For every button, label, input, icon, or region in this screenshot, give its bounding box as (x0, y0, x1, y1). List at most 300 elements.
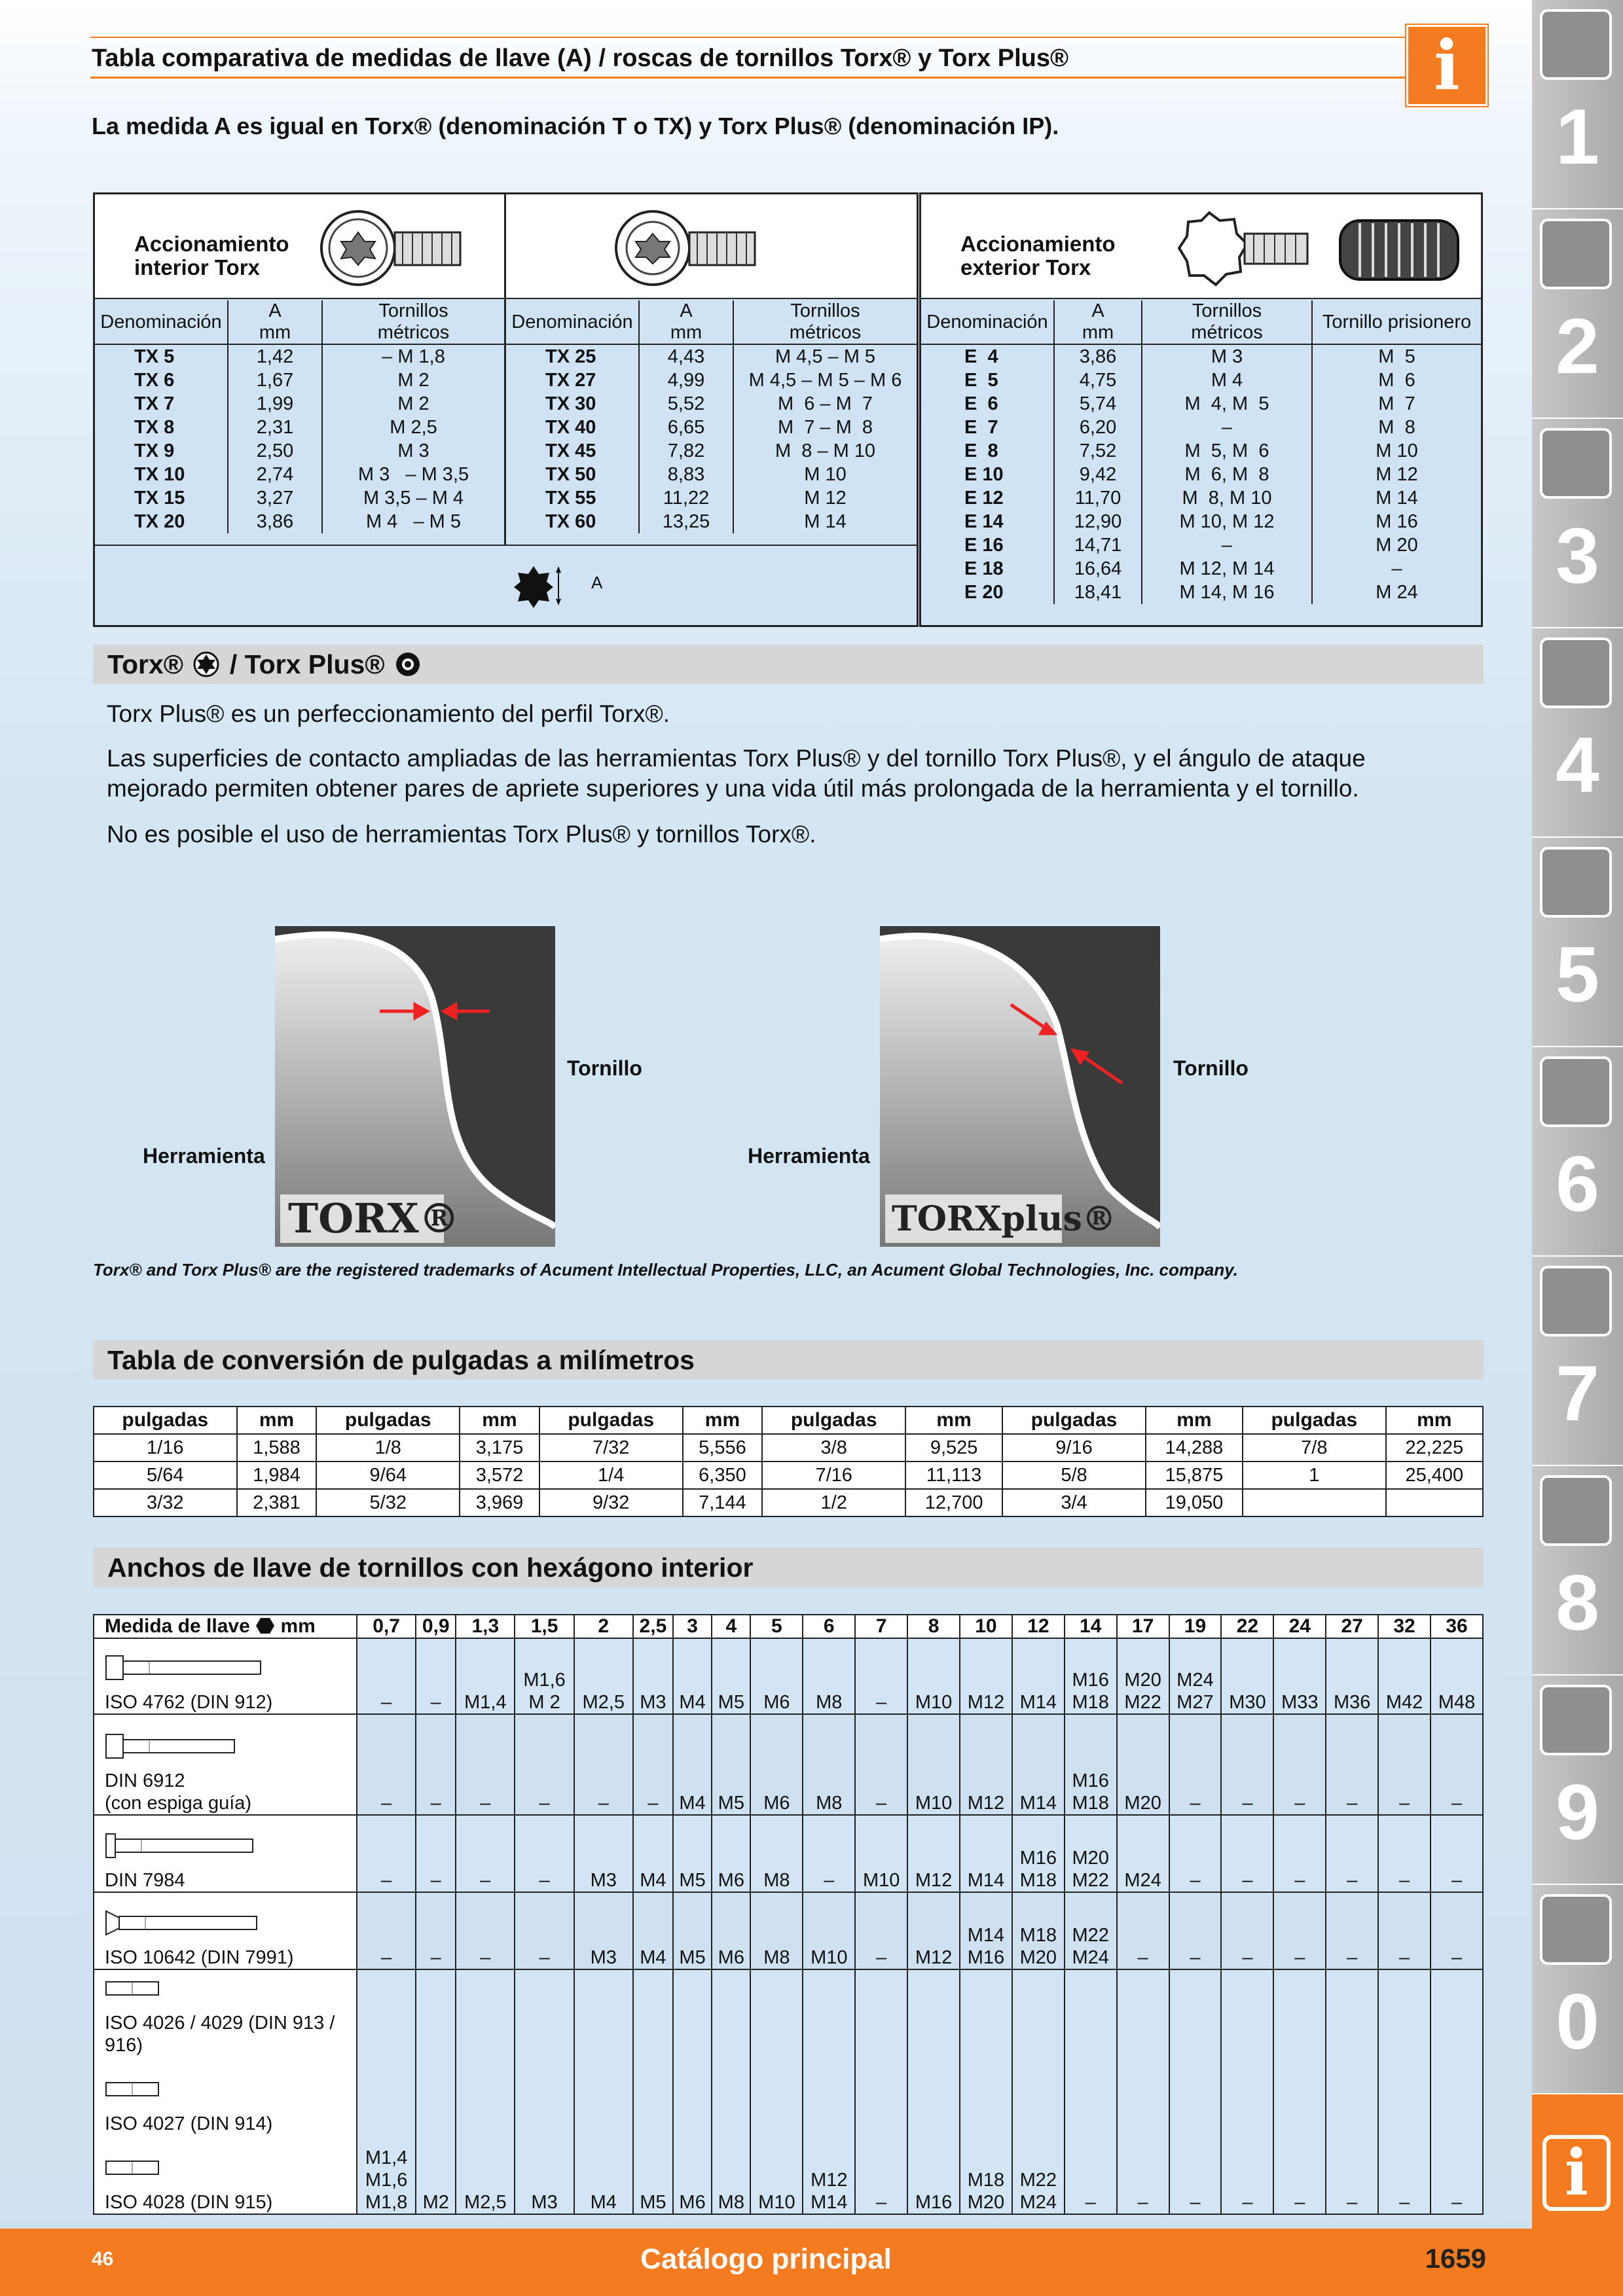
table-row (921, 463, 1481, 486)
wrench-icon (1540, 1056, 1612, 1127)
thread-cell: M5 (673, 1815, 712, 1892)
torx-paragraph-2a: Las superficies de contacto ampliadas de las herramientas Torx Plus® y del tornillo Torx Plus®, y el ángulo de ataque (107, 745, 1366, 772)
thread-cell: M36 (1326, 1638, 1378, 1714)
table-row (95, 510, 504, 533)
thread-cell: M3 (633, 1638, 673, 1714)
torx-paragraph-1: Torx Plus® es un perfeccionamiento del perfil Torx®. (107, 700, 670, 727)
conversion-cell: 1/4 (539, 1462, 683, 1489)
thread-cell: M10 (907, 1714, 960, 1815)
screw-type-cell (94, 1892, 357, 1969)
conversion-cell: 9/16 (1002, 1434, 1146, 1462)
screw-name-c: ISO 4028 (DIN 915) (105, 2192, 273, 2213)
thread-cell: – (803, 1815, 855, 1892)
thread-cell: – (1169, 1892, 1222, 1969)
interior-cell: M 2 (397, 393, 429, 414)
table-row (94, 1714, 1483, 1815)
interior-cell: M 4,5 – M 5 – M 6 (748, 370, 902, 391)
interior-cell: M 4,5 – M 5 (775, 346, 876, 367)
hex-size-header: 24 (1273, 1615, 1326, 1638)
table-row (94, 1434, 1483, 1462)
interior-cell: 2,74 (228, 463, 322, 486)
hex-size-header: 0,9 (416, 1615, 456, 1638)
thread-cell: – (574, 1714, 633, 1815)
interior-cell: – M 1,8 (382, 346, 445, 367)
thread-cell: M5 (712, 1714, 750, 1815)
thread-cell: M10 (907, 1638, 960, 1714)
table-row (94, 1638, 1483, 1714)
conversion-header-cell: mm (237, 1407, 317, 1434)
interior-cell: TX 55 (506, 486, 639, 510)
torx-profile-icon (193, 651, 219, 677)
saw-disc-icon (1540, 847, 1612, 918)
interior-cell: TX 7 (95, 392, 228, 416)
interior-cell: 13,25 (639, 510, 733, 533)
thread-cell: M6 (712, 1892, 750, 1969)
interior-cell: M 10 (804, 464, 847, 485)
thread-cell: M4 (633, 1892, 673, 1969)
thread-cell: – (1431, 1815, 1483, 1892)
conversion-header-cell: pulgadas (316, 1407, 460, 1434)
exterior-cell: M 5 (1378, 346, 1415, 367)
table-row (506, 416, 917, 439)
table-row (506, 486, 917, 510)
conversion-cell: 3/4 (1002, 1489, 1146, 1516)
thread-cell: M20 (1117, 1714, 1169, 1815)
conversion-header-cell: mm (1146, 1407, 1243, 1434)
exterior-cell: E 18 (921, 557, 1054, 581)
sidebar-tab-number: 8 (1556, 1559, 1599, 1647)
table-row (921, 557, 1481, 581)
thread-cell: – (1326, 1815, 1378, 1892)
thread-cell: M12 (907, 1892, 960, 1969)
table-row (921, 344, 1481, 368)
thread-cell: M1,4 (456, 1638, 515, 1714)
torx-heading-a: Torx® (107, 649, 184, 679)
thread-cell: M2 (416, 1969, 456, 2214)
sidebar-tab-number: 1 (1556, 93, 1599, 181)
thread-cell: M6 (750, 1714, 803, 1815)
exterior-cell: 18,41 (1054, 581, 1142, 604)
exterior-label-1: Accionamiento (960, 232, 1116, 256)
interior-cell: TX 27 (506, 368, 639, 392)
exterior-cell: 11,70 (1054, 486, 1142, 510)
exterior-cell: – (1142, 533, 1312, 557)
thread-cell: – (456, 1714, 515, 1815)
thread-cell: – (1273, 1714, 1326, 1815)
table-row (921, 368, 1481, 392)
table-row (95, 344, 504, 368)
torx-plus-logo: TORXplus® (892, 1199, 1116, 1239)
sidebar-tab-6[interactable] (1532, 1047, 1623, 1259)
sidebar-info-tab[interactable] (1532, 2094, 1623, 2296)
thread-cell: – (456, 1815, 515, 1892)
herramienta-label-1: Herramienta (143, 1144, 265, 1168)
thread-cell: – (1326, 1969, 1378, 2214)
thread-cell: M16 (907, 1969, 960, 2214)
conversion-cell: 15,875 (1146, 1462, 1243, 1489)
thread-cell: M6 (750, 1638, 803, 1714)
col-a-header: A mm (228, 300, 322, 344)
thread-cell: – (1169, 1969, 1222, 2214)
exterior-cell: E 5 (921, 368, 1054, 392)
thread-cell: M8 (750, 1815, 803, 1892)
conversion-cell: 3,175 (460, 1434, 539, 1462)
thread-cell: M3 (574, 1892, 633, 1969)
exterior-cell: 7,52 (1054, 439, 1142, 463)
interior-cell: M 6 – M 7 (777, 393, 873, 414)
thread-cell: M4 (673, 1638, 712, 1714)
hex-size-header: 14 (1065, 1615, 1117, 1638)
ext-col-den-header: Denominación (921, 300, 1054, 344)
conversion-cell: 3,969 (460, 1489, 539, 1516)
hex-size-header: 8 (907, 1615, 960, 1638)
col-den-header-2: Denominación (506, 300, 639, 344)
interior-right-table (506, 300, 917, 533)
trademark-note: Torx® and Torx Plus® are the registered trademarks of Acument Intellectual Properties, LLC, an Acument Global Technologies, Inc. company. (93, 1260, 1238, 1280)
screw-type-cell (94, 1638, 357, 1714)
tornillo-label-1: Tornillo (567, 1056, 642, 1080)
table-row (94, 1407, 1483, 1434)
exterior-cell: E 20 (921, 581, 1054, 604)
table-row (921, 510, 1481, 533)
sidebar-tab-4[interactable] (1532, 628, 1623, 840)
thread-cell: – (1169, 1714, 1222, 1815)
thread-cell: – (1378, 1892, 1431, 1969)
herramienta-label-2: Herramienta (748, 1144, 870, 1168)
interior-cell: 6,65 (639, 416, 733, 439)
torx-heading-sep: / Torx Plus® (229, 649, 385, 679)
thread-cell: M22 M24 (1012, 1969, 1065, 2214)
interior-cell: M 7 – M 8 (777, 417, 873, 438)
table-row (95, 463, 504, 486)
thread-cell: M6 (712, 1815, 750, 1892)
hex-header-text: Medida de llave (105, 1615, 250, 1637)
hex-heading: Anchos de llave de tornillos con hexágono interior (93, 1548, 1484, 1587)
screw-drawing-icon (105, 1653, 275, 1683)
exterior-cell: M 12, M 14 (1142, 557, 1312, 581)
exterior-cell: M 16 (1376, 511, 1418, 532)
exterior-cell: M 5, M 6 (1142, 439, 1312, 463)
ext-col-p-header: Tornillo prisionero (1312, 300, 1481, 344)
interior-cell: M 4 – M 5 (365, 511, 462, 532)
screw-name: DIN 6912 (105, 1770, 185, 1791)
thread-cell: – (1273, 1969, 1326, 2214)
ext-col-t-header: Tornillos métricos (1142, 300, 1312, 344)
thread-cell: – (357, 1892, 416, 1969)
dimension-a-label: A (591, 573, 603, 592)
conversion-header-cell: pulgadas (1243, 1407, 1386, 1434)
sidebar-tab-number: 2 (1556, 302, 1599, 390)
thread-cell: – (855, 1638, 907, 1714)
hex-size-header: 6 (803, 1615, 855, 1638)
interior-cell: M 2 (397, 370, 429, 391)
col-t-header: Tornillos métricos (322, 300, 504, 344)
sidebar-tab-5[interactable] (1532, 838, 1623, 1050)
sidebar-tab-2[interactable] (1532, 209, 1623, 422)
thread-cell: M16 M18 (1065, 1714, 1117, 1815)
table-row (506, 439, 917, 463)
exterior-cell: M 14 (1376, 488, 1418, 509)
table-row (95, 439, 504, 463)
interior-cell: TX 30 (506, 392, 639, 416)
thread-cell: M6 (673, 1969, 712, 2214)
interior-cell: TX 15 (95, 486, 228, 510)
interior-cell: 4,43 (639, 344, 733, 368)
conversion-cell: 7/32 (539, 1434, 683, 1462)
interior-cell: TX 45 (506, 439, 639, 463)
conversion-cell: 19,050 (1146, 1489, 1243, 1516)
thread-cell: M14 (960, 1815, 1012, 1892)
hex-header-unit: mm (280, 1615, 316, 1637)
screw-name: ISO 10642 (DIN 7991) (105, 1947, 294, 1968)
hex-size-header: 36 (1431, 1615, 1483, 1638)
table-row (94, 1462, 1483, 1489)
interior-cell: M 14 (804, 511, 847, 532)
insert-icon (1540, 219, 1612, 289)
exterior-cell: M 12 (1376, 464, 1418, 485)
thread-cell: M33 (1273, 1638, 1326, 1714)
sidebar-tab-8[interactable] (1532, 1466, 1623, 1678)
interior-cell: TX 40 (506, 416, 639, 439)
sidebar-tab-number: 9 (1556, 1768, 1599, 1856)
interior-cell: TX 25 (506, 344, 639, 368)
thread-cell: – (416, 1638, 456, 1714)
thread-cell: – (1117, 1892, 1169, 1969)
thread-cell: – (1378, 1714, 1431, 1815)
hex-size-header: 1,3 (456, 1615, 515, 1638)
hex-size-header: 2,5 (633, 1615, 673, 1638)
thread-cell: M3 (515, 1969, 574, 2214)
thread-cell: M5 (633, 1969, 673, 2214)
sidebar-tab-number: 6 (1556, 1140, 1599, 1228)
thread-cell: M12 (960, 1714, 1012, 1815)
thread-cell: M14 (1012, 1638, 1065, 1714)
table-row (506, 510, 917, 533)
interior-cell: TX 5 (95, 344, 228, 368)
footer-page-left: 46 (92, 2248, 114, 2270)
conversion-cell: 1/2 (762, 1489, 905, 1516)
thread-cell: M8 (803, 1714, 855, 1815)
thread-cell: – (357, 1638, 416, 1714)
exterior-cell: E 16 (921, 533, 1054, 557)
conversion-cell (1386, 1489, 1483, 1516)
thread-cell: M30 (1221, 1638, 1273, 1714)
thread-cell: – (855, 1714, 907, 1815)
torx-paragraph-2b: mejorado permiten obtener pares de apriete superiores y una vida útil más prolongada de la herramienta y el tornillo. (107, 775, 1359, 802)
sidebar-tab-number: 5 (1556, 931, 1599, 1018)
exterior-cell: M 6 (1378, 370, 1415, 391)
table-row (94, 1892, 1483, 1969)
exterior-cell: 4,75 (1054, 368, 1142, 392)
sidebar-tab-number: 3 (1556, 512, 1599, 600)
exterior-cell: 6,20 (1054, 416, 1142, 439)
subtitle: La medida A es igual en Torx® (denominación T o TX) y Torx Plus® (denominación IP). (92, 113, 1059, 139)
conversion-cell (1243, 1489, 1386, 1516)
interior-cell: 8,83 (639, 463, 733, 486)
conversion-heading: Tabla de conversión de pulgadas a milímetros (93, 1340, 1484, 1380)
exterior-cell: – (1391, 558, 1402, 579)
table-row (921, 533, 1481, 557)
screw-name-b: ISO 4027 (DIN 914) (105, 2113, 273, 2134)
torx-paragraph-3: No es posible el uso de herramientas Torx Plus® y tornillos Torx®. (107, 821, 816, 848)
interior-cell: 2,50 (228, 439, 322, 463)
exterior-cell: M 10, M 12 (1142, 510, 1312, 533)
hex-key-table (93, 1614, 1484, 2215)
thread-cell: M2,5 (456, 1969, 515, 2214)
col-den-header: Denominación (95, 300, 228, 344)
thread-cell: M14 M16 (960, 1892, 1012, 1969)
table-row (921, 392, 1481, 416)
hex-size-header: 10 (960, 1615, 1012, 1638)
thread-cell: – (1378, 1969, 1431, 2214)
interior-cell: TX 10 (95, 463, 228, 486)
hex-size-header: 2 (574, 1615, 633, 1638)
hex-size-header: 12 (1012, 1615, 1065, 1638)
thread-cell: M12 (907, 1815, 960, 1892)
interior-cell: TX 9 (95, 439, 228, 463)
table-row (921, 416, 1481, 439)
exterior-cell: M 4 (1142, 368, 1312, 392)
exterior-cell: E 14 (921, 510, 1054, 533)
hex-size-header: 22 (1221, 1615, 1273, 1638)
exterior-data-table (921, 300, 1481, 604)
thread-cell: M8 (803, 1638, 855, 1714)
thread-cell: – (416, 1892, 456, 1969)
thread-cell: M4 (633, 1815, 673, 1892)
screw-drawing-icon (105, 2075, 236, 2105)
hex-size-header: 32 (1378, 1615, 1431, 1638)
interior-cell: M 3,5 – M 4 (363, 488, 464, 509)
conversion-cell: 5,556 (683, 1434, 763, 1462)
screw-name: DIN 7984 (105, 1870, 185, 1891)
conversion-cell: 11,113 (905, 1462, 1002, 1489)
conversion-cell: 14,288 (1146, 1434, 1243, 1462)
conversion-cell: 9/32 (539, 1489, 683, 1516)
table-row (95, 486, 504, 510)
thread-cell: – (1221, 1714, 1273, 1815)
thread-cell: – (1221, 1969, 1273, 2214)
thread-cell: – (633, 1714, 673, 1815)
screw-name-2: (con espiga guía) (105, 1793, 252, 1814)
table-row (921, 439, 1481, 463)
thread-cell: – (1273, 1892, 1326, 1969)
thread-cell: M24 M27 (1169, 1638, 1222, 1714)
conversion-cell: 5/8 (1002, 1462, 1146, 1489)
torx-section-heading (93, 645, 1484, 684)
sidebar-tab-9[interactable] (1532, 1676, 1623, 1888)
interior-cell: M 2,5 (390, 417, 437, 438)
exterior-cell: M 24 (1376, 582, 1418, 603)
thread-cell: M8 (712, 1969, 750, 2214)
exterior-cell: E 4 (921, 344, 1054, 368)
conversion-header-cell: mm (1386, 1407, 1483, 1434)
safety-glasses-icon (1540, 1894, 1612, 1965)
interior-cell: M 3 – M 3,5 (357, 464, 469, 485)
hexagon-icon (255, 1617, 275, 1635)
sidebar-tab-3[interactable] (1532, 419, 1623, 631)
thread-cell: M24 (1117, 1815, 1169, 1892)
torx-star-dimension-icon (514, 562, 573, 608)
conversion-header-cell: pulgadas (539, 1407, 683, 1434)
cabinet-icon (1540, 1685, 1612, 1755)
interior-cell: 3,27 (228, 486, 322, 510)
exterior-cell: 14,71 (1054, 533, 1142, 557)
screw-drawing-icon (105, 1831, 275, 1861)
thread-cell: M22 M24 (1065, 1892, 1117, 1969)
hex-size-header: 4 (712, 1615, 750, 1638)
conversion-header-cell: mm (460, 1407, 539, 1434)
interior-cell: 1,67 (228, 368, 322, 392)
interior-cell: 1,99 (228, 392, 322, 416)
table-row (94, 1969, 1483, 2214)
hex-size-header: 7 (855, 1615, 907, 1638)
screw-type-cell (94, 1969, 357, 2214)
conversion-cell: 7/16 (762, 1462, 905, 1489)
thread-cell: M5 (712, 1638, 750, 1714)
conversion-header-cell: mm (905, 1407, 1002, 1434)
torx-screw-side-icon (612, 207, 769, 293)
screw-drawing-icon (105, 2153, 236, 2183)
conversion-cell: 9,525 (905, 1434, 1002, 1462)
table-row (94, 1815, 1483, 1892)
exterior-cell: 5,74 (1054, 392, 1142, 416)
hex-size-header: 5 (750, 1615, 803, 1638)
thread-cell: M14 (1012, 1714, 1065, 1815)
conversion-cell: 1 (1243, 1462, 1386, 1489)
conversion-header-cell: pulgadas (94, 1407, 237, 1434)
pliers-icon (1540, 1266, 1612, 1336)
sidebar-tab-0[interactable] (1532, 1885, 1623, 2097)
thread-cell: – (1169, 1815, 1222, 1892)
hex-size-header: 0,7 (357, 1615, 416, 1638)
interior-label-2: interior Torx (134, 255, 260, 279)
exterior-cell: E 8 (921, 439, 1054, 463)
table-row (921, 581, 1481, 604)
thread-cell: M16 M18 (1065, 1638, 1117, 1714)
thread-cell: – (855, 1892, 907, 1969)
interior-cell: TX 60 (506, 510, 639, 533)
hex-header-label (94, 1615, 357, 1638)
page-title: Tabla comparativa de medidas de llave (A) / roscas de tornillos Torx® y Torx Plus® (92, 45, 1069, 72)
tool-case-icon (1540, 1475, 1612, 1546)
screw-type-cell (94, 1815, 357, 1892)
torx-screw-front-icon (318, 207, 475, 293)
interior-cell: M 3 (397, 440, 429, 461)
exterior-cell: 3,86 (1054, 344, 1142, 368)
thread-cell: M2,5 (574, 1638, 633, 1714)
thread-cell: – (416, 1714, 456, 1815)
sidebar-info-icon: i (1542, 2135, 1611, 2211)
thread-cell: M42 (1378, 1638, 1431, 1714)
conversion-cell: 3/32 (94, 1489, 237, 1516)
thread-cell: M48 (1431, 1638, 1483, 1714)
conversion-header-cell: mm (683, 1407, 763, 1434)
sidebar-tab-7[interactable] (1532, 1257, 1623, 1469)
thread-cell: M10 (855, 1815, 907, 1892)
exterior-cell: M 3 (1142, 344, 1312, 368)
interior-cell: 1,42 (228, 344, 322, 368)
thread-cell: – (515, 1714, 574, 1815)
thread-cell: M16 M18 (1012, 1815, 1065, 1892)
thread-cell: M8 (750, 1892, 803, 1969)
thread-cell: – (1326, 1714, 1378, 1815)
screw-name: ISO 4026 / 4029 (DIN 913 / 916) (105, 2013, 335, 2056)
interior-cell: 7,82 (639, 439, 733, 463)
exterior-cell: M 6, M 8 (1142, 463, 1312, 486)
sidebar-tab-1[interactable] (1532, 0, 1623, 212)
conversion-cell: 1,588 (237, 1434, 317, 1462)
thread-cell: – (1378, 1815, 1431, 1892)
